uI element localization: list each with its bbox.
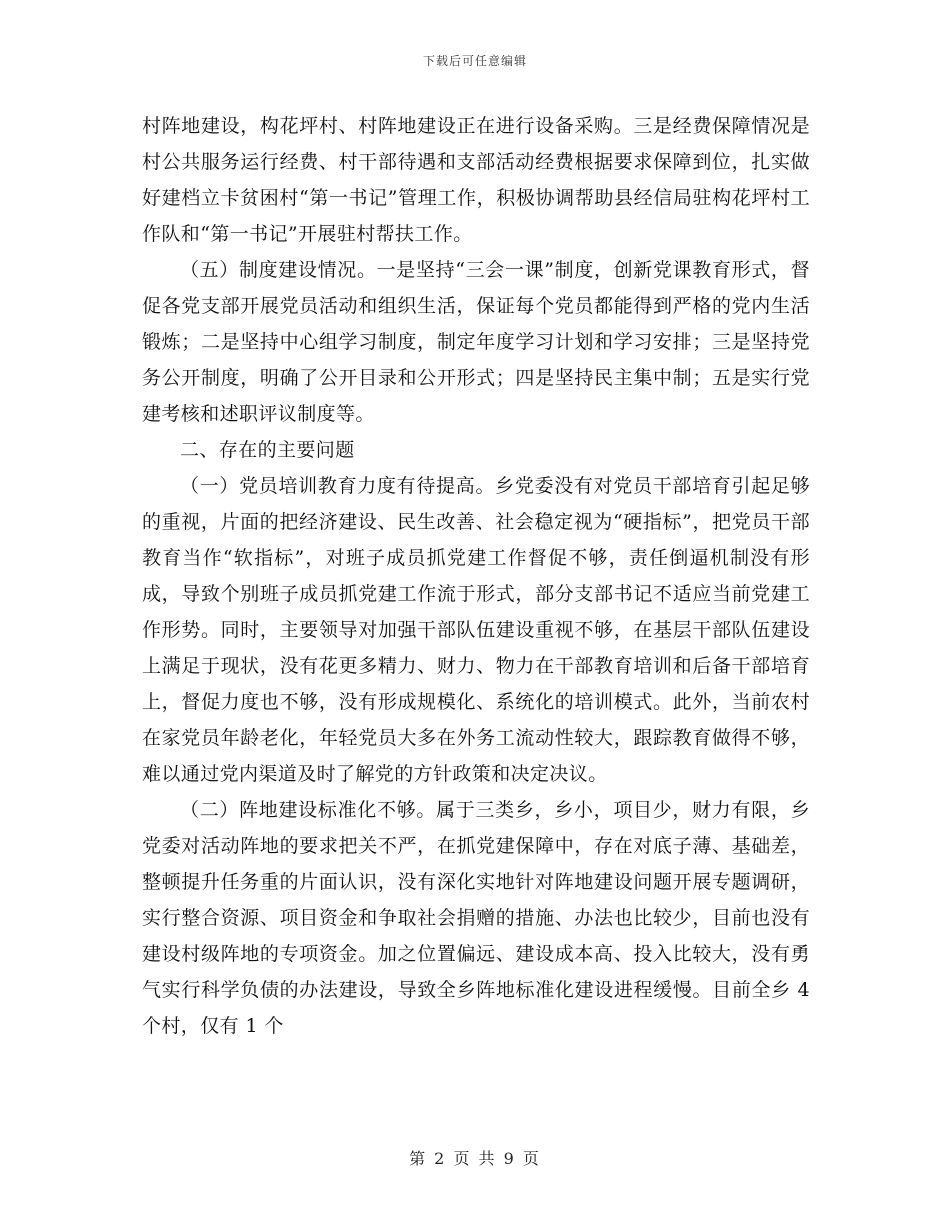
paragraph-position-standardization: （二）阵地建设标准化不够。属于三类乡，乡小，项目少，财力有限，乡党委对活动阵地的要求把关不严，在抓党建保障中，存在对底子薄、基础差，整顿提升任务重的片面认识，没有深化实地针对阵地建设问题开展专题调研，实行整合资源、项目资金和争取社会捐赠的措施、办法也比较少，目前也没有建设村级阵地的专项资金。加之位置偏远、建设成本高、投入比较大，没有勇气实行科学负债的办法建设，导致全乡阵地标准化建设进程缓慢。目前全乡 4 个村，仅有 1 个 — [142, 799, 810, 1037]
paragraph-training-education: （一）党员培训教育力度有待提高。乡党委没有对党员干部培育引起足够的重视，片面的把经济建设、民生改善、社会稳定视为“硬指标”，把党员干部教育当作“软指标”，对班子成员抓党建工作督促不够，责任倒逼机制没有形成，导致个别班子成员抓党建工作流于形式，部分支部书记不适应当前党建工作形势。同时，主要领导对加强干部队伍建设重视不够，在基层干部队伍建设上满足于现状，没有花更多精力、财力、物力在干部教育培训和后备干部培育上，督促力度也不够，没有形成规模化、系统化的培训模式。此外，当前农村在家党员年龄老化，年轻党员大多在外务工流动性较大，跟踪教育做得不够，难以通过党内渠道及时了解党的方针政策和决定决议。 — [142, 475, 810, 785]
document-body — [142, 108, 810, 1044]
paragraph-village-positions: 村阵地建设，构花坪村、村阵地建设正在进行设备采购。三是经费保障情况是村公共服务运行经费、村干部待遇和支部活动经费根据要求保障到位，扎实做好建档立卡贫困村“第一书记”管理工作，积极协调帮助县经信局驻构花坪村工作队和“第一书记”开展驻村帮扶工作。 — [142, 115, 810, 245]
section-heading-main-problems: 二、存在的主要问题 — [180, 439, 355, 461]
page-header: 下载后可任意编辑 — [422, 54, 527, 68]
page-number-footer: 第 2 页 共 9 页 — [409, 1149, 541, 1168]
paragraph-system-building: （五）制度建设情况。一是坚持“三会一课”制度，创新党课教育形式，督促各党支部开展党员活动和组织生活，保证每个党员都能得到严格的党内生活锻炼；二是坚持中心组学习制度，制定年度学习计划和学习安排；三是坚持党务公开制度，明确了公开目录和公开形式；四是坚持民主集中制；五是实行党建考核和述职评议制度等。 — [142, 259, 810, 425]
